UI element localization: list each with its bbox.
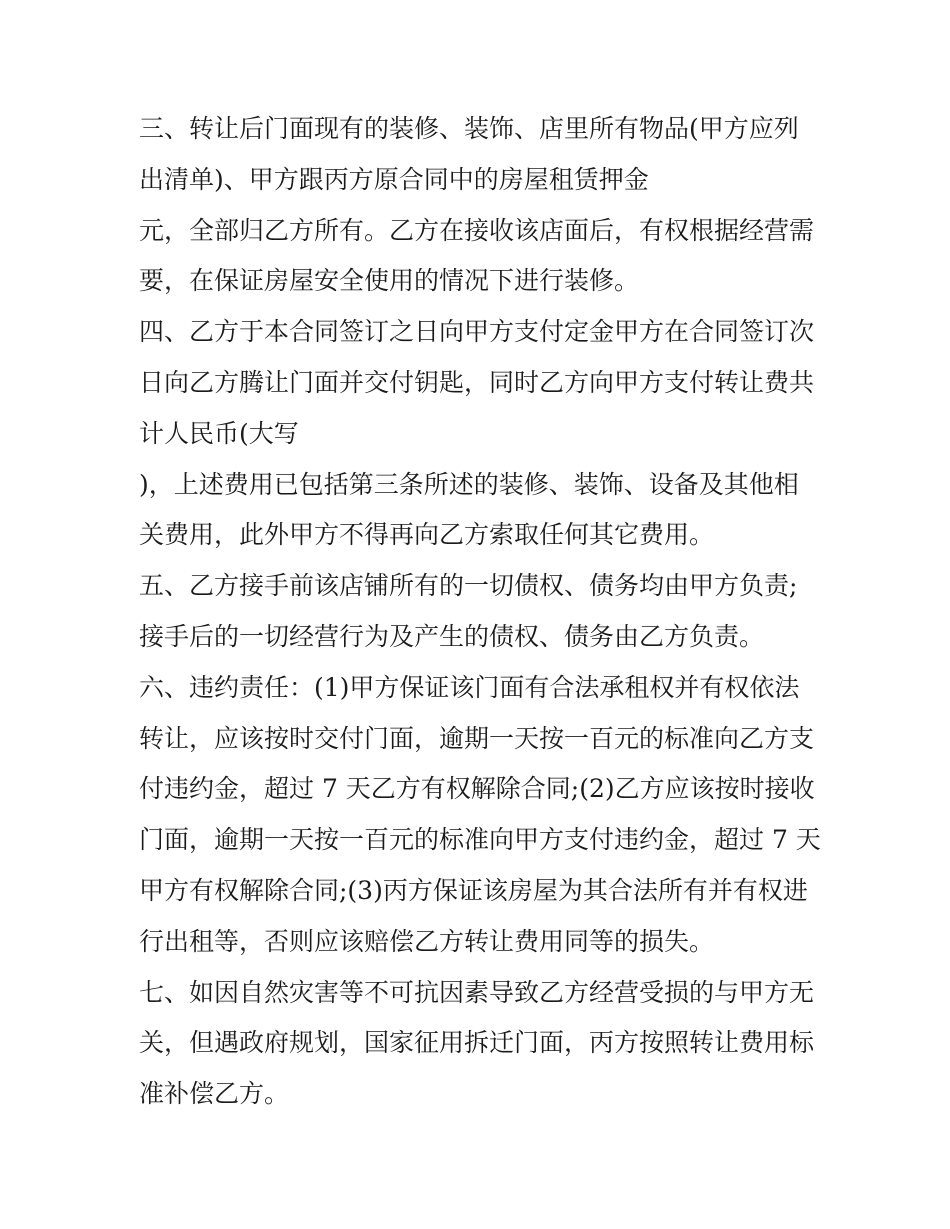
text-line: 关，但遇政府规划，国家征用拆迁门面，丙方按照转让费用标 — [139, 1028, 815, 1058]
text-line: 日向乙方腾让门面并交付钥匙，同时乙方向甲方支付转让费共 — [139, 367, 815, 397]
text-line: 计人民币(大写 — [139, 418, 299, 448]
document-body — [139, 104, 819, 1120]
text-line: 付违约金，超过 7 天乙方有权解除合同;(2)乙方应该按时接收 — [139, 774, 815, 804]
text-line: 接手后的一切经营行为及产生的债权、债务由乙方负责。 — [139, 621, 765, 651]
text-line: 三、转让后门面现有的装修、装饰、店里所有物品(甲方应列 — [139, 114, 799, 143]
text-line: 甲方有权解除合同;(3)丙方保证该房屋为其合法所有并有权进 — [139, 875, 808, 905]
text-line: 四、乙方于本合同签订之日向甲方支付定金甲方在合同签订次 — [139, 317, 815, 347]
text-line: )，上述费用已包括第三条所述的装修、装饰、设备及其他相 — [139, 469, 799, 499]
text-line: 元，全部归乙方所有。乙方在接收该店面后，有权根据经营需 — [139, 215, 815, 245]
text-line: 七、如因自然灾害等不可抗因素导致乙方经营受损的与甲方无 — [139, 977, 815, 1007]
text-line: 五、乙方接手前该店铺所有的一切债权、债务均由甲方负责; — [139, 571, 798, 601]
text-line: 关费用，此外甲方不得再向乙方索取任何其它费用。 — [139, 520, 715, 550]
text-line: 出清单)、甲方跟丙方原合同中的房屋租赁押金 — [139, 164, 649, 194]
text-line: 准补偿乙方。 — [139, 1079, 290, 1109]
text-line: 六、违约责任：(1)甲方保证该门面有合法承租权并有权依法 — [139, 672, 800, 702]
text-line: 行出租等，否则应该赔偿乙方转让费用同等的损失。 — [139, 926, 715, 956]
text-line: 转让，应该按时交付门面，逾期一天按一百元的标准向乙方支 — [139, 723, 815, 753]
text-line: 要，在保证房屋安全使用的情况下进行装修。 — [139, 266, 640, 296]
text-line: 门面，逾期一天按一百元的标准向甲方支付违约金，超过 7 天 — [139, 825, 821, 855]
